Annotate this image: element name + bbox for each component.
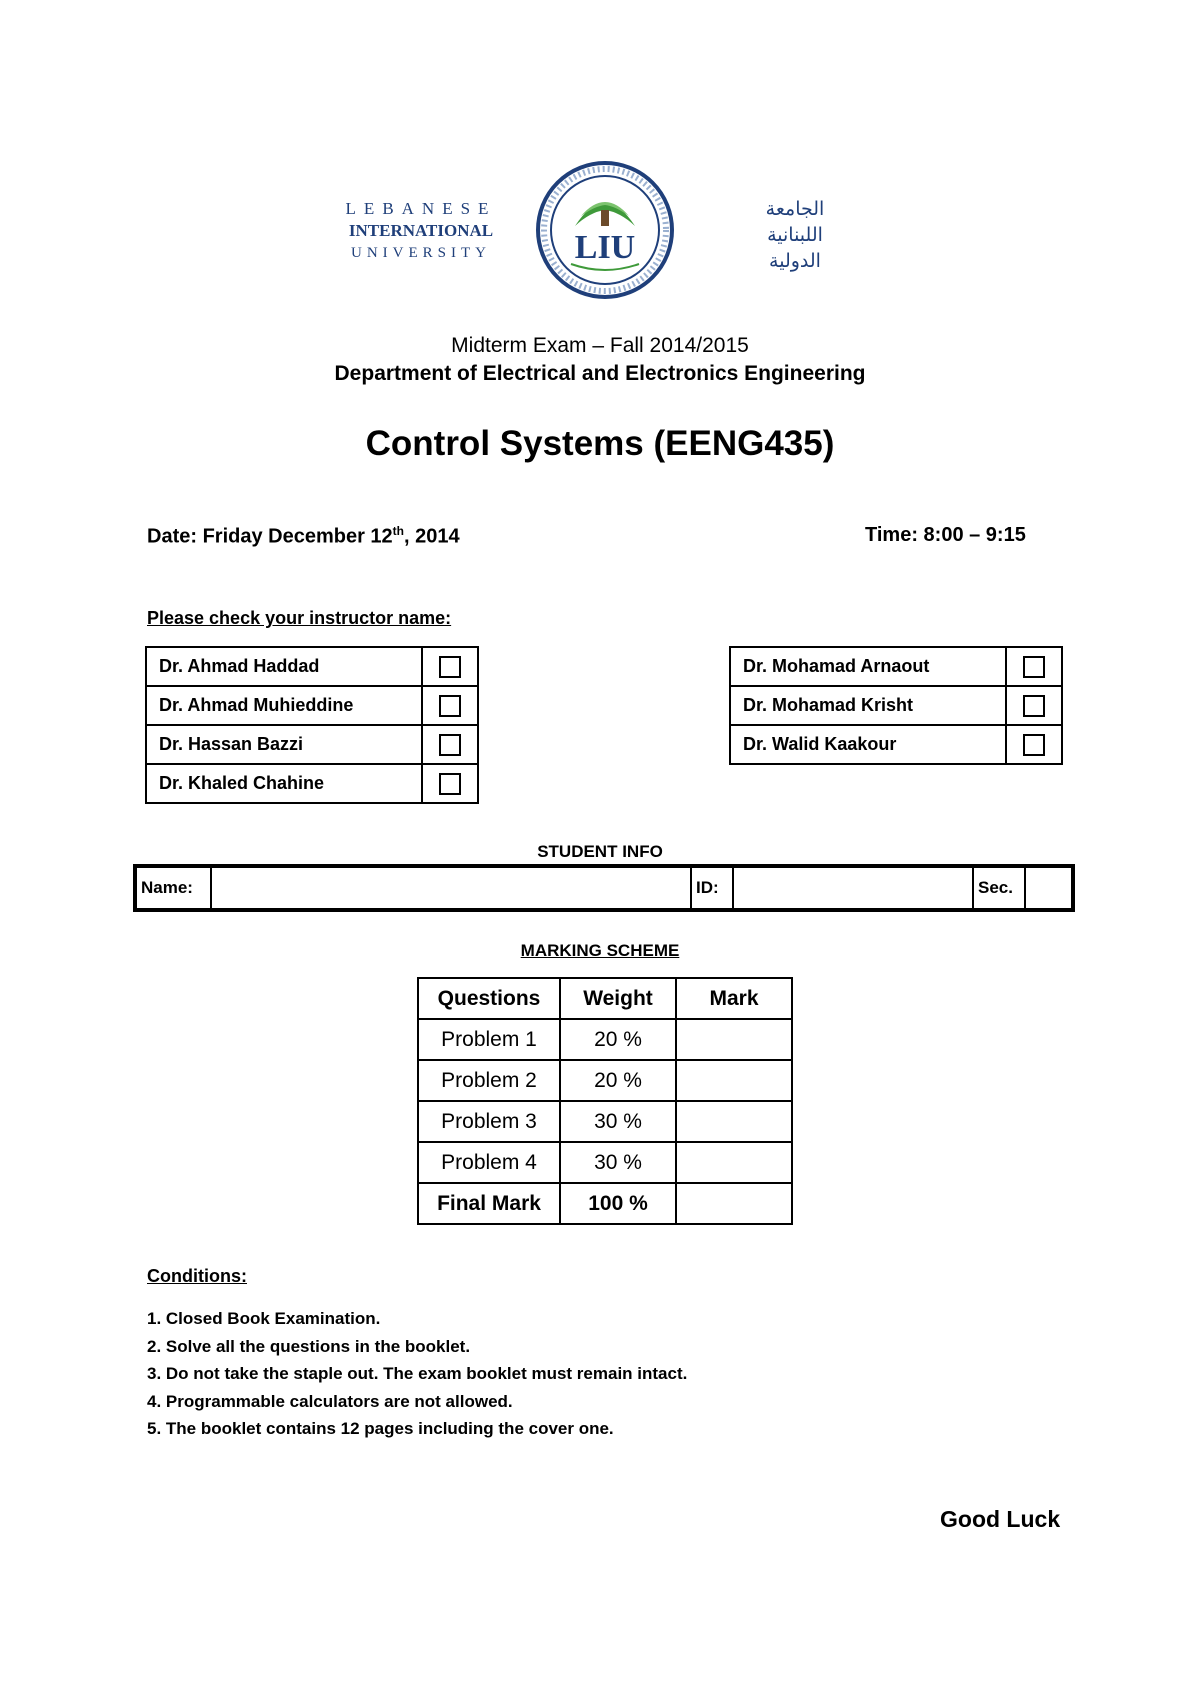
header-weight: Weight [560, 978, 676, 1019]
instructor-name: Dr. Khaled Chahine [146, 764, 422, 803]
instructor-table-left [145, 646, 479, 804]
logo-line-1: LEBANESE [345, 199, 497, 218]
question-cell: Problem 3 [418, 1101, 560, 1142]
instructor-prompt: Please check your instructor name: [147, 608, 452, 628]
mark-cell[interactable] [676, 1101, 792, 1142]
student-info-table [133, 864, 1075, 912]
condition-item: 1. Closed Book Examination. [147, 1309, 381, 1328]
table-row [418, 1142, 792, 1183]
final-mark-row [418, 1183, 792, 1224]
id-label: ID: [691, 866, 733, 910]
header-questions: Questions [418, 978, 560, 1019]
weight-cell: 20 % [560, 1019, 676, 1060]
exam-title: Midterm Exam – Fall 2014/2015 [451, 334, 749, 357]
section-field[interactable] [1025, 866, 1073, 910]
instructor-row [730, 686, 1062, 725]
logo-ar-line-3: الدولية [769, 250, 821, 272]
instructor-row [730, 725, 1062, 764]
date-suffix: , 2014 [404, 525, 460, 548]
instructor-row [146, 725, 478, 764]
question-cell: Problem 4 [418, 1142, 560, 1183]
condition-item: 2. Solve all the questions in the booklet. [147, 1336, 471, 1356]
weight-cell: 30 % [560, 1142, 676, 1183]
instructor-row [730, 647, 1062, 686]
table-row [418, 1019, 792, 1060]
conditions-list [147, 1305, 687, 1443]
good-luck-text: Good Luck [940, 1506, 1061, 1532]
final-mark-cell[interactable] [676, 1183, 792, 1224]
course-title: Control Systems (EENG435) [365, 424, 835, 463]
university-seal-logo [535, 160, 675, 300]
table-header-row [418, 978, 792, 1019]
condition-item: 5. The booklet contains 12 pages including the cover one. [147, 1419, 614, 1438]
condition-item: 3. Do not take the staple out. The exam booklet must remain intact. [147, 1364, 688, 1383]
question-cell: Problem 1 [418, 1019, 560, 1060]
conditions-title: Conditions: [147, 1266, 247, 1286]
instructor-checkbox[interactable] [439, 656, 461, 678]
instructor-table-right [729, 646, 1063, 765]
weight-cell: 20 % [560, 1060, 676, 1101]
id-field[interactable] [733, 866, 973, 910]
logo-line-2: INTERNATIONAL [348, 221, 494, 240]
name-field[interactable] [211, 866, 691, 910]
question-cell: Problem 2 [418, 1060, 560, 1101]
instructor-row [146, 686, 478, 725]
final-weight-cell: 100 % [560, 1183, 676, 1224]
seal-text: LIU [574, 229, 636, 266]
table-row [418, 1060, 792, 1101]
logo-ar-line-1: الجامعة [765, 198, 825, 220]
mark-cell[interactable] [676, 1060, 792, 1101]
logo-line-3: UNIVERSITY [351, 245, 491, 261]
instructor-checkbox[interactable] [439, 695, 461, 717]
date-prefix: Date: Friday December 12 [147, 525, 393, 548]
university-name-ar [715, 196, 875, 274]
student-info-title: STUDENT INFO [537, 842, 663, 861]
instructor-name: Dr. Mohamad Arnaout [730, 647, 1006, 686]
instructor-checkbox[interactable] [439, 773, 461, 795]
instructor-row [146, 764, 478, 803]
instructor-checkbox[interactable] [1023, 656, 1045, 678]
instructor-name: Dr. Ahmad Muhieddine [146, 686, 422, 725]
final-label-cell: Final Mark [418, 1183, 560, 1224]
date-sup: th [392, 524, 404, 538]
section-label: Sec. [973, 866, 1025, 910]
mark-cell[interactable] [676, 1142, 792, 1183]
instructor-name: Dr. Walid Kaakour [730, 725, 1006, 764]
instructor-name: Dr. Hassan Bazzi [146, 725, 422, 764]
instructor-row [146, 647, 478, 686]
department-name: Department of Electrical and Electronics Engineering [334, 362, 866, 385]
instructor-checkbox[interactable] [439, 734, 461, 756]
weight-cell: 30 % [560, 1101, 676, 1142]
mark-cell[interactable] [676, 1019, 792, 1060]
exam-time: Time: 8:00 – 9:15 [865, 524, 1026, 546]
instructor-checkbox[interactable] [1023, 734, 1045, 756]
exam-date [147, 524, 460, 549]
table-row [418, 1101, 792, 1142]
name-label: Name: [135, 866, 211, 910]
marking-scheme-title: MARKING SCHEME [520, 941, 680, 960]
logo-ar-line-2: اللبنانية [767, 224, 823, 246]
header-mark: Mark [676, 978, 792, 1019]
instructor-name: Dr. Mohamad Krisht [730, 686, 1006, 725]
university-name-en [336, 198, 506, 264]
condition-item: 4. Programmable calculators are not allowed. [147, 1391, 513, 1411]
marking-scheme-table [417, 977, 793, 1225]
instructor-checkbox[interactable] [1023, 695, 1045, 717]
instructor-name: Dr. Ahmad Haddad [146, 647, 422, 686]
